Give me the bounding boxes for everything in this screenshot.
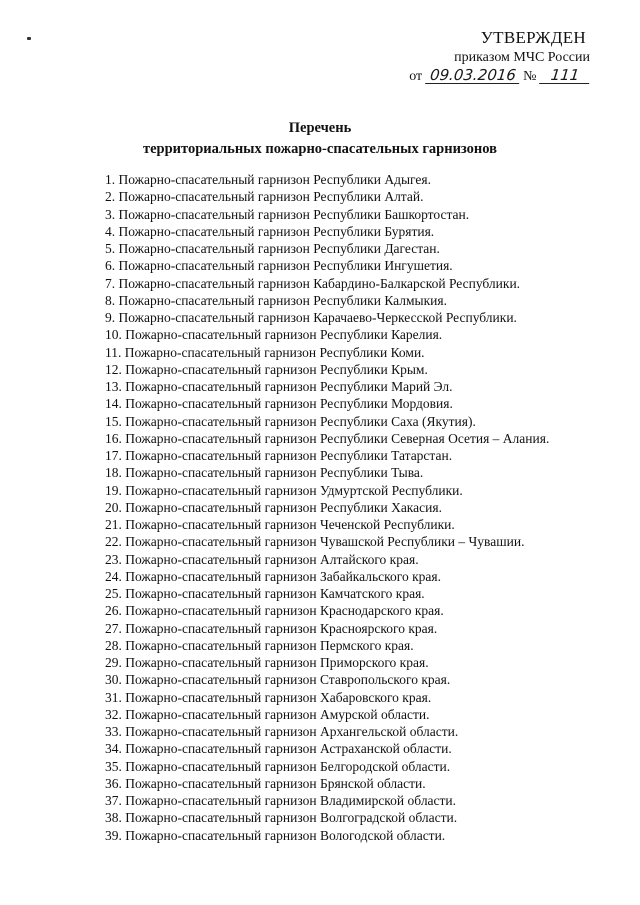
list-item: 37. Пожарно-спасательный гарнизон Владимирской области. [105,793,457,808]
list-item: 34. Пожарно-спасательный гарнизон Астраханской области. [105,741,452,757]
list-item: 1. Пожарно-спасательный гарнизон Республики Адыгея. [105,172,431,187]
list-item: 16. Пожарно-спасательный гарнизон Республики Северная Осетия – Алания. [105,430,550,446]
scan-speck [27,37,31,40]
list-item: 38. Пожарно-спасательный гарнизон Волгоградской области. [105,810,458,826]
list-item: 5. Пожарно-спасательный гарнизон Республики Дагестан. [105,241,440,256]
handwritten-number: 111 [539,67,591,84]
list-item: 30. Пожарно-спасательный гарнизон Ставропольского края. [105,672,451,688]
list-item: 36. Пожарно-спасательный гарнизон Брянской области. [105,775,426,791]
garrison-list [105,171,549,844]
list-item: 8. Пожарно-спасательный гарнизон Республики Калмыкия. [105,292,447,308]
list-item: 35. Пожарно-спасательный гарнизон Белгородской области. [105,758,451,774]
list-item: 13. Пожарно-спасательный гарнизон Республики Марий Эл. [105,379,453,394]
list-item: 19. Пожарно-спасательный гарнизон Удмуртской Республики. [105,482,463,498]
handwritten-date: 09.03.2016 [425,67,521,84]
list-item: 10. Пожарно-спасательный гарнизон Республики Карелия. [105,327,443,343]
list-item: 31. Пожарно-спасательный гарнизон Хабаровского края. [105,689,432,705]
list-item: 6. Пожарно-спасательный гарнизон Республики Ингушетия. [105,258,453,274]
order-date-number-line [409,67,590,87]
list-item: 22. Пожарно-спасательный гарнизон Чувашской Республики – Чувашии. [105,534,525,550]
document-heading [0,119,640,158]
list-item: 18. Пожарно-спасательный гарнизон Республики Тыва. [105,465,424,481]
list-item: 29. Пожарно-спасательный гарнизон Приморского края. [105,655,429,670]
list-item: 17. Пожарно-спасательный гарнизон Республики Татарстан. [105,448,453,463]
document-subtitle: территориальных пожарно-спасательных гарнизонов [143,141,497,157]
list-item: 32. Пожарно-спасательный гарнизон Амурской области. [105,706,430,722]
list-item: 21. Пожарно-спасательный гарнизон Чеченской Республики. [105,517,455,532]
order-text: приказом МЧС России [454,50,590,65]
date-prefix: от [409,69,423,84]
list-item: 24. Пожарно-спасательный гарнизон Забайкальского края. [105,568,441,584]
list-item: 23. Пожарно-спасательный гарнизон Алтайского края. [105,551,419,567]
number-prefix: № [523,69,537,84]
approval-stamp [409,28,590,87]
list-item: 7. Пожарно-спасательный гарнизон Кабардино-Балкарской Республики. [105,275,521,291]
list-item: 15. Пожарно-спасательный гарнизон Республики Саха (Якутия). [105,413,476,429]
list-item: 20. Пожарно-спасательный гарнизон Республики Хакасия. [105,499,442,515]
list-item: 27. Пожарно-спасательный гарнизон Красноярского края. [105,620,438,636]
list-item: 25. Пожарно-спасательный гарнизон Камчатского края. [105,586,425,601]
list-item: 12. Пожарно-спасательный гарнизон Республики Крым. [105,361,428,377]
list-item: 3. Пожарно-спасательный гарнизон Республики Башкортостан. [105,206,470,222]
list-item: 4. Пожарно-спасательный гарнизон Республики Бурятия. [105,223,435,239]
list-item: 33. Пожарно-спасательный гарнизон Архангельской области. [105,724,459,739]
list-item: 39. Пожарно-спасательный гарнизон Вологодской области. [105,827,446,843]
list-item: 26. Пожарно-спасательный гарнизон Краснодарского края. [105,603,444,619]
list-item: 28. Пожарно-спасательный гарнизон Пермского края. [105,637,414,653]
list-item: 14. Пожарно-спасательный гарнизон Республики Мордовия. [105,396,453,412]
list-item: 9. Пожарно-спасательный гарнизон Карачаево-Черкесской Республики. [105,310,517,325]
list-item: 2. Пожарно-спасательный гарнизон Республики Алтай. [105,189,424,205]
approved-label: УТВЕРЖДЕН [480,28,586,47]
document-title: Перечень [288,120,352,136]
list-item: 11. Пожарно-спасательный гарнизон Республики Коми. [105,344,425,360]
